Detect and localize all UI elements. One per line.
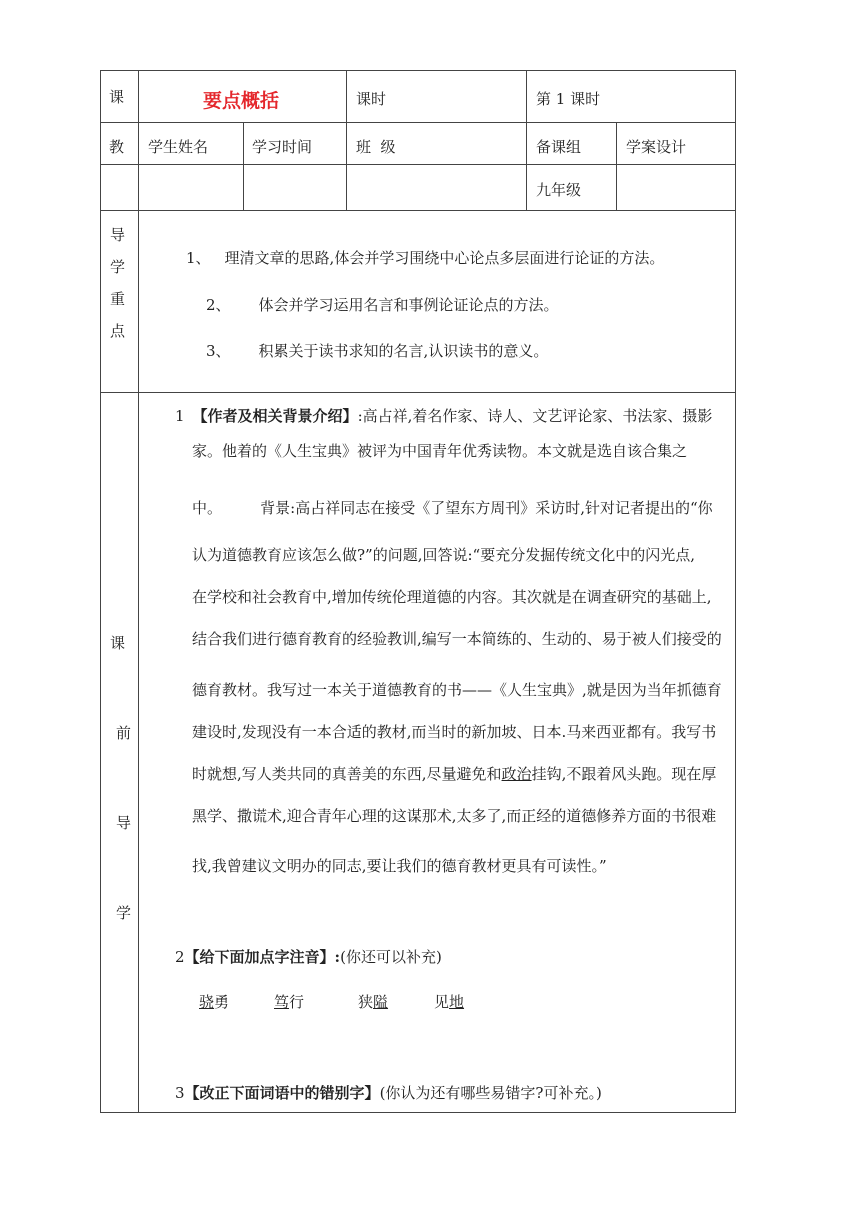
section-1-line: 1 【作者及相关背景介绍】:高占祥,着名作家、诗人、文艺评论家、书法家、摄影 <box>175 407 713 425</box>
table-rule <box>100 210 736 211</box>
page-title: 要点概括 <box>203 90 280 112</box>
body-line: 找,我曾建议文明办的同志,要让我们的德育教材更具有可读性。” <box>192 857 607 875</box>
body-line: 建设时,发现没有一本合适的教材,而当时的新加坡、日本.马来西亚都有。我写书 <box>192 723 717 741</box>
design-header: 学案设计 <box>626 138 687 156</box>
preview-side-label: 导 <box>116 814 132 832</box>
focus-item: 2、 体会并学习运用名言和事例论证论点的方法。 <box>206 296 559 314</box>
table-rule <box>100 164 736 165</box>
pinyin-word: 骁勇 <box>199 993 230 1011</box>
table-rule <box>243 122 244 210</box>
table-rule <box>138 70 139 1113</box>
table-rule <box>346 70 347 210</box>
section-2-line: 2【给下面加点字注音】:(你还可以补充) <box>175 948 442 966</box>
body-line: 德育教材。我写过一本关于道德教育的书——《人生宝典》,就是因为当年抓德育 <box>192 681 722 699</box>
body-line: 认为道德教育应该怎么做?”的问题,回答说:“要充分发掘传统文化中的闪光点, <box>192 546 695 564</box>
preview-side-label: 课 <box>110 634 126 652</box>
pinyin-word: 笃行 <box>274 993 305 1011</box>
body-line: 结合我们进行德育教育的经验教训,编写一本简练的、生动的、易于被人们接受的 <box>192 630 722 648</box>
table-rule <box>100 122 736 123</box>
table-rule <box>616 122 617 210</box>
section-3-line: 3【改正下面词语中的错别字】(你认为还有哪些易错字?可补充。) <box>175 1084 602 1102</box>
period-value: 第 1 课时 <box>536 90 601 108</box>
prep-group-header: 备课组 <box>536 138 582 156</box>
pinyin-word: 狭隘 <box>358 993 389 1011</box>
body-line: 时就想,写人类共同的真善美的东西,尽量避免和政治挂钩,不跟着风头跑。现在厚 <box>192 765 717 783</box>
grade-value: 九年级 <box>536 181 582 199</box>
table-rule <box>526 70 527 210</box>
table-rule <box>100 392 736 393</box>
class-header: 班 级 <box>356 138 396 156</box>
focus-item: 3、 积累关于读书求知的名言,认识读书的意义。 <box>206 342 549 360</box>
student-name-header: 学生姓名 <box>148 138 209 156</box>
body-line: 在学校和社会教育中,增加传统伦理道德的内容。其次就是在调查研究的基础上, <box>192 588 712 606</box>
study-time-header: 学习时间 <box>252 138 313 156</box>
body-line: 家。他着的《人生宝典》被评为中国青年优秀读物。本文就是选自该合集之 <box>192 442 688 460</box>
lesson-label: 课 <box>109 88 125 106</box>
body-line: 中。 背景:高占祥同志在接受《了望东方周刊》采访时,针对记者提出的“你 <box>192 499 713 517</box>
preview-side-label: 前 <box>116 724 132 742</box>
focus-side-label: 导 学 重 点 <box>110 226 126 340</box>
body-line: 黑学、撒谎术,迎合青年心理的这谋那术,太多了,而正经的道德修养方面的书很难 <box>192 807 717 825</box>
pinyin-word: 见地 <box>434 993 465 1011</box>
teach-label: 教 <box>109 138 125 156</box>
focus-item: 1、 理清文章的思路,体会并学习围绕中心论点多层面进行论证的方法。 <box>186 249 665 267</box>
underlined-word: 政治 <box>501 765 532 783</box>
preview-side-label: 学 <box>116 904 132 922</box>
period-label: 课时 <box>356 90 387 108</box>
